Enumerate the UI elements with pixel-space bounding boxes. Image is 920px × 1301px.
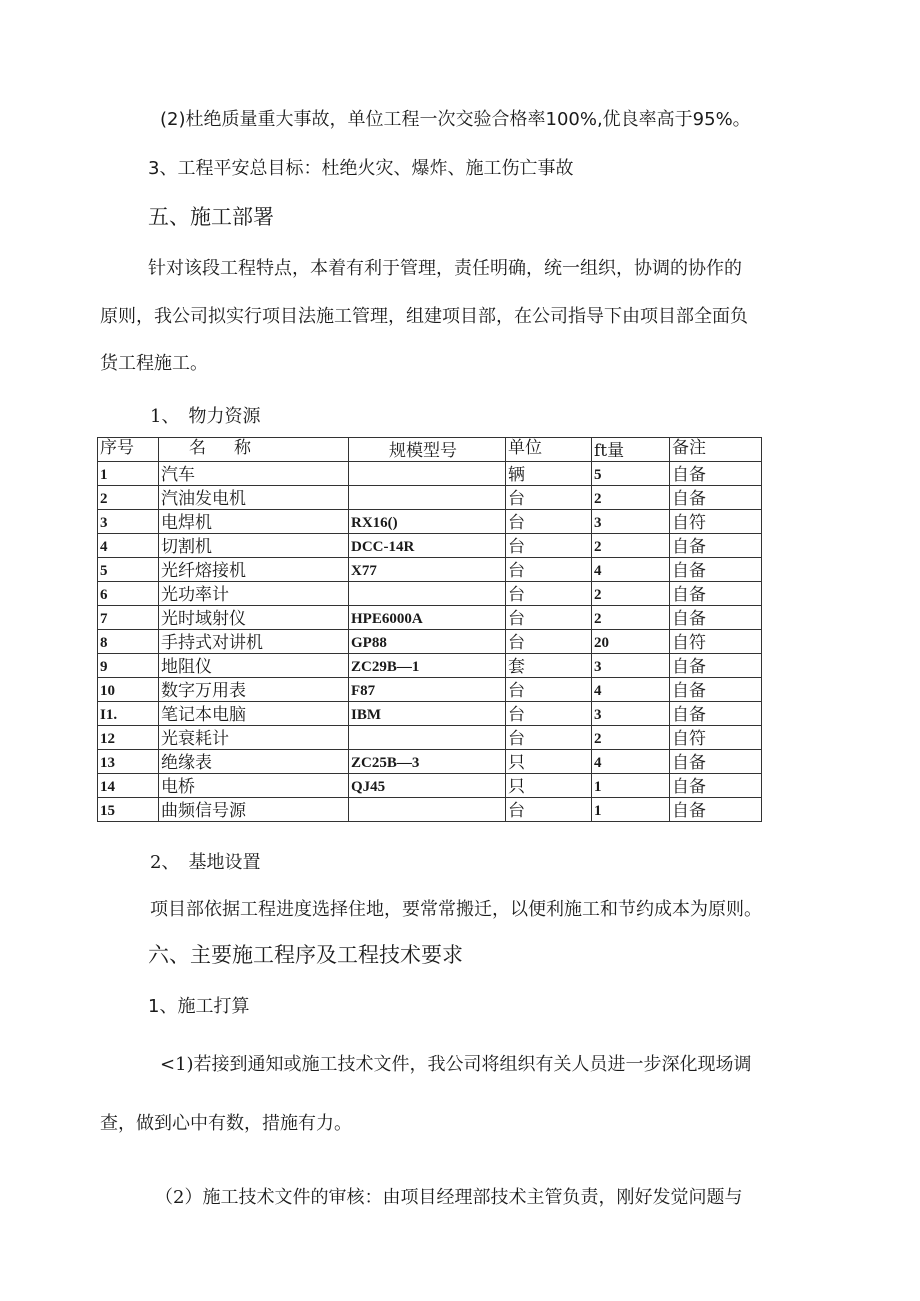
row-qty: 4 [592,750,670,774]
row-index: I1. [98,702,159,726]
prep-para-line-2: 查，做到心中有数，措施有力。 [100,1113,352,1134]
row-unit: 台 [506,582,592,606]
row-model: HPE6000A [349,606,506,630]
row-model [349,462,506,486]
table-row [98,774,762,798]
table-header-row [98,438,762,462]
table-row [98,654,762,678]
equipment-table [97,437,762,822]
row-name: 汽车 [159,462,349,486]
row-name: 光衰耗计 [159,726,349,750]
row-model: GP88 [349,630,506,654]
row-name: 笔记本电脑 [159,702,349,726]
row-qty: 4 [592,678,670,702]
row-name: 光纤熔接机 [159,558,349,582]
base-setup-heading: 2、 基地设置 [150,852,261,873]
row-remark: 自符 [670,510,762,534]
row-qty: 1 [592,774,670,798]
row-name: 切割机 [159,534,349,558]
row-unit: 台 [506,798,592,822]
row-remark: 自备 [670,750,762,774]
row-unit: 套 [506,654,592,678]
row-remark: 自备 [670,798,762,822]
prep-heading: 1、施工打算 [148,996,250,1017]
row-model: IBM [349,702,506,726]
row-qty: 4 [592,558,670,582]
deployment-para-line-3: 货工程施工。 [100,353,208,374]
row-index: 15 [98,798,159,822]
row-unit: 辆 [506,462,592,486]
header-name: 名称 [159,438,349,462]
row-model [349,486,506,510]
row-index: 14 [98,774,159,798]
row-index: 9 [98,654,159,678]
section-6-heading: 六、主要施工程序及工程技术要求 [148,943,463,967]
base-setup-para: 项目部依据工程进度选择住地，要常常搬迁，以便利施工和节约成本为原则。 [150,899,762,920]
row-name: 曲频信号源 [159,798,349,822]
row-remark: 自备 [670,654,762,678]
quality-goal-line: (2)杜绝质量重大事故，单位工程一次交验合格率100%,优良率高于95%。 [160,109,751,130]
row-name: 光时域射仪 [159,606,349,630]
row-remark: 自备 [670,558,762,582]
row-model: DCC-14R [349,534,506,558]
deployment-para-line-2: 原则，我公司拟实行项目法施工管理，组建项目部，在公司指导下由项目部全面负 [100,306,748,327]
row-remark: 自备 [670,462,762,486]
row-qty: 2 [592,534,670,558]
row-name: 电桥 [159,774,349,798]
row-unit: 台 [506,678,592,702]
row-model: F87 [349,678,506,702]
row-name: 绝缘表 [159,750,349,774]
table-row [98,486,762,510]
row-index: 3 [98,510,159,534]
row-qty: 5 [592,462,670,486]
review-para-line: （2）施工技术文件的审核：由项目经理部技术主管负责，刚好发觉问题与 [155,1187,743,1208]
table-row [98,534,762,558]
row-index: 1 [98,462,159,486]
row-name: 数字万用表 [159,678,349,702]
row-name: 光功率计 [159,582,349,606]
table-row [98,606,762,630]
section-5-heading: 五、施工部署 [148,205,274,229]
table-row [98,702,762,726]
row-qty: 2 [592,486,670,510]
row-qty: 2 [592,582,670,606]
row-model: QJ45 [349,774,506,798]
row-remark: 自备 [670,486,762,510]
row-name: 电焊机 [159,510,349,534]
table-row [98,798,762,822]
row-qty: 3 [592,654,670,678]
row-model [349,798,506,822]
table-row [98,462,762,486]
row-qty: 20 [592,630,670,654]
row-model: RX16() [349,510,506,534]
row-unit: 台 [506,606,592,630]
row-remark: 自备 [670,606,762,630]
row-model: X77 [349,558,506,582]
row-index: 6 [98,582,159,606]
row-remark: 自备 [670,582,762,606]
row-model [349,582,506,606]
row-name: 地阻仪 [159,654,349,678]
row-unit: 台 [506,486,592,510]
row-remark: 自备 [670,678,762,702]
row-qty: 3 [592,510,670,534]
table-row [98,750,762,774]
table-row [98,678,762,702]
row-unit: 只 [506,750,592,774]
header-model: 规模型号 [349,438,506,462]
row-unit: 台 [506,702,592,726]
deployment-para-line-1: 针对该段工程特点，本着有利于管理，责任明确，统一组织，协调的协作的 [148,258,742,279]
row-remark: 自符 [670,630,762,654]
row-qty: 1 [592,798,670,822]
material-resources-heading: 1、 物力资源 [150,406,261,427]
row-index: 7 [98,606,159,630]
row-unit: 台 [506,558,592,582]
header-remark: 备注 [670,438,762,462]
row-index: 10 [98,678,159,702]
row-unit: 台 [506,534,592,558]
prep-para-line-1: <1)若接到通知或施工技术文件，我公司将组织有关人员进一步深化现场调 [160,1054,752,1075]
row-qty: 2 [592,726,670,750]
row-index: 8 [98,630,159,654]
table-row [98,582,762,606]
header-qty: ft量 [592,438,670,462]
row-remark: 自备 [670,702,762,726]
row-qty: 2 [592,606,670,630]
row-unit: 台 [506,726,592,750]
row-remark: 自备 [670,534,762,558]
row-model: ZC29B—1 [349,654,506,678]
table-row [98,726,762,750]
header-index: 序号 [98,438,159,462]
row-qty: 3 [592,702,670,726]
row-index: 13 [98,750,159,774]
row-remark: 自符 [670,726,762,750]
row-name: 汽油发电机 [159,486,349,510]
row-index: 4 [98,534,159,558]
table-row [98,630,762,654]
row-unit: 只 [506,774,592,798]
row-unit: 台 [506,510,592,534]
table-row [98,558,762,582]
row-remark: 自备 [670,774,762,798]
row-unit: 台 [506,630,592,654]
header-unit: 单位 [506,438,592,462]
row-index: 12 [98,726,159,750]
safety-goal-line: 3、工程平安总目标：杜绝火灾、爆炸、施工伤亡事故 [148,158,574,179]
row-index: 5 [98,558,159,582]
row-index: 2 [98,486,159,510]
row-name: 手持式对讲机 [159,630,349,654]
row-model [349,726,506,750]
row-model: ZC25B—3 [349,750,506,774]
table-row [98,510,762,534]
